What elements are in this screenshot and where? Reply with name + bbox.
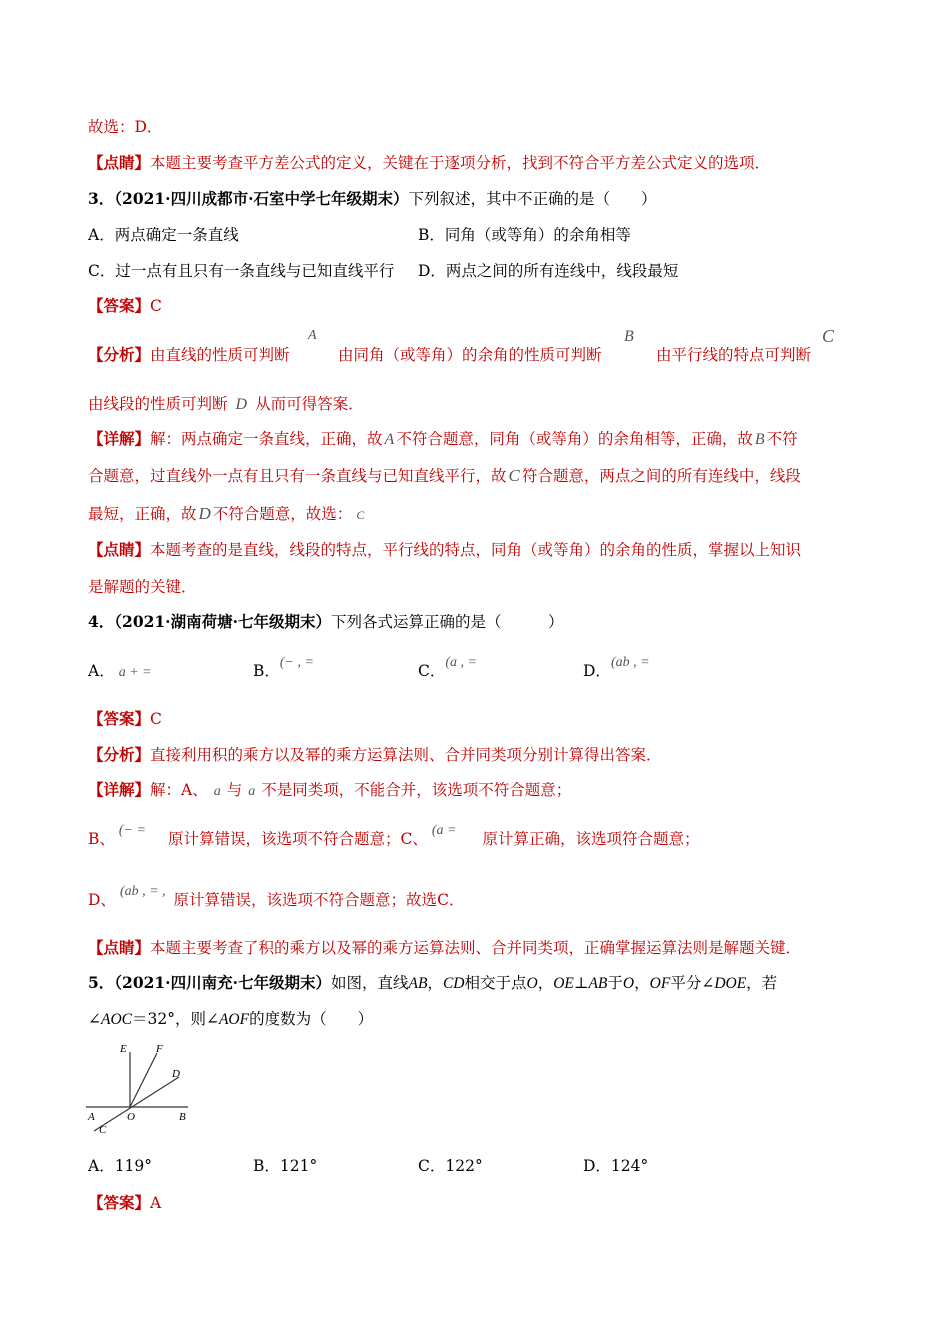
q4-option-b: B．(− , = xyxy=(253,655,314,680)
q5-option-a: A．119° xyxy=(88,1157,153,1175)
q4-option-d: D．(ab , = xyxy=(583,655,650,680)
q3-analysis-seg3: 由平行线的特点可判断 xyxy=(656,346,812,364)
line-cd xyxy=(94,1077,179,1131)
q4-answer: 【答案】C xyxy=(88,709,162,728)
q3-dianjing-line1: 【点睛】本题考查的是直线，线段的特点，平行线的特点，同角（或等角）的余角的性质，掌握以上知识 xyxy=(88,540,802,559)
label-d: D xyxy=(172,1068,180,1080)
q3-option-c: C．过一点有且只有一条直线与已知直线平行 xyxy=(88,262,395,280)
q4-option-c: C．(a , = xyxy=(418,655,477,680)
q3-dianjing-line2: 是解题的关键． xyxy=(88,578,197,596)
question-5-stem-line2: ∠AOC＝32°，则∠AOF的度数为（ ） xyxy=(88,1010,374,1028)
q3-option-b: B．同角（或等角）的余角相等 xyxy=(418,226,631,244)
q3-answer: 【答案】C xyxy=(88,296,162,315)
q4-analysis: 【分析】直接利用积的乘方以及幂的乘方运算法则、合并同类项分别计算得出答案． xyxy=(88,745,662,764)
label-f: F xyxy=(156,1043,163,1055)
question-3-stem: 3．（2021·四川成都市·石室中学七年级期末）下列叙述，其中不正确的是（ ） xyxy=(88,189,657,208)
question-5-stem-line1: 5．（2021·四川南充·七年级期末）如图，直线AB，CD相交于点O，OE⊥AB于O，OF平分∠DOE，若 xyxy=(88,973,778,992)
q4-detail-line3: D、 (ab , = , 原计算错误，该选项不符合题意；故选C． xyxy=(88,884,465,909)
q5-answer: 【答案】A xyxy=(88,1193,162,1212)
q3-analysis-var-c: C xyxy=(822,326,835,346)
label-b: B xyxy=(179,1111,186,1123)
q3-analysis-line1: 【分析】由直线的性质可判断 xyxy=(88,345,290,364)
q3-analysis-var-b: B xyxy=(624,328,634,345)
q5-option-d: D．124° xyxy=(583,1157,649,1175)
q5-option-c: C．122° xyxy=(418,1157,483,1175)
q3-detail-line2: 合题意，过直线外一点有且只有一条直线与已知直线平行，故 C 符合题意，两点之间的所有连线中，线段 xyxy=(88,466,801,485)
label-e: E xyxy=(120,1043,127,1055)
geometry-figure xyxy=(84,1040,194,1135)
q4-dianjing: 【点睛】本题主要考查了积的乘方以及幂的乘方运算法则、合并同类项，正确掌握运算法则是解题关键． xyxy=(88,938,802,957)
q3-option-a: A．两点确定一条直线 xyxy=(88,226,239,244)
q3-analysis-seg2: 由同角（或等角）的余角的性质可判断 xyxy=(338,346,602,364)
text-line: 故选：D． xyxy=(88,118,163,136)
q3-detail-line1: 【详解】解：两点确定一条直线，正确，故 A 不符合题意，同角（或等角）的余角相等，正确，故 B 不符 xyxy=(88,429,798,448)
question-4-stem: 4．（2021·湖南荷塘·七年级期末）下列各式运算正确的是（ ） xyxy=(88,612,564,631)
q5-option-b: B．121° xyxy=(253,1157,318,1175)
q3-option-d: D．两点之间的所有连线中，线段最短 xyxy=(418,262,679,280)
label-c: C xyxy=(99,1124,107,1135)
label-o: O xyxy=(127,1111,135,1123)
q3-analysis-var-a: A xyxy=(308,328,317,343)
dianjing-line: 【点睛】本题主要考查平方差公式的定义，关键在于逐项分析，找到不符合平方差公式定义的选项． xyxy=(88,153,771,172)
q4-detail-line1: 【详解】解：A、 a 与 a 不是同类项，不能合并，该选项不符合题意； xyxy=(88,780,572,799)
q4-detail-line2: B、 (− = 原计算错误，该选项不符合题意；C、 (a = 原计算正确，该选项符合题意； xyxy=(88,823,700,848)
q3-detail-line3: 最短，正确，故 D 不符合题意，故选： C xyxy=(88,504,365,523)
dianjing-tag: 【点睛】 xyxy=(88,153,151,172)
label-a: A xyxy=(88,1111,95,1123)
q4-option-a: A． a + = xyxy=(88,662,152,680)
q3-analysis-line2: 由线段的性质可判断 D 从而可得答案． xyxy=(88,395,364,413)
